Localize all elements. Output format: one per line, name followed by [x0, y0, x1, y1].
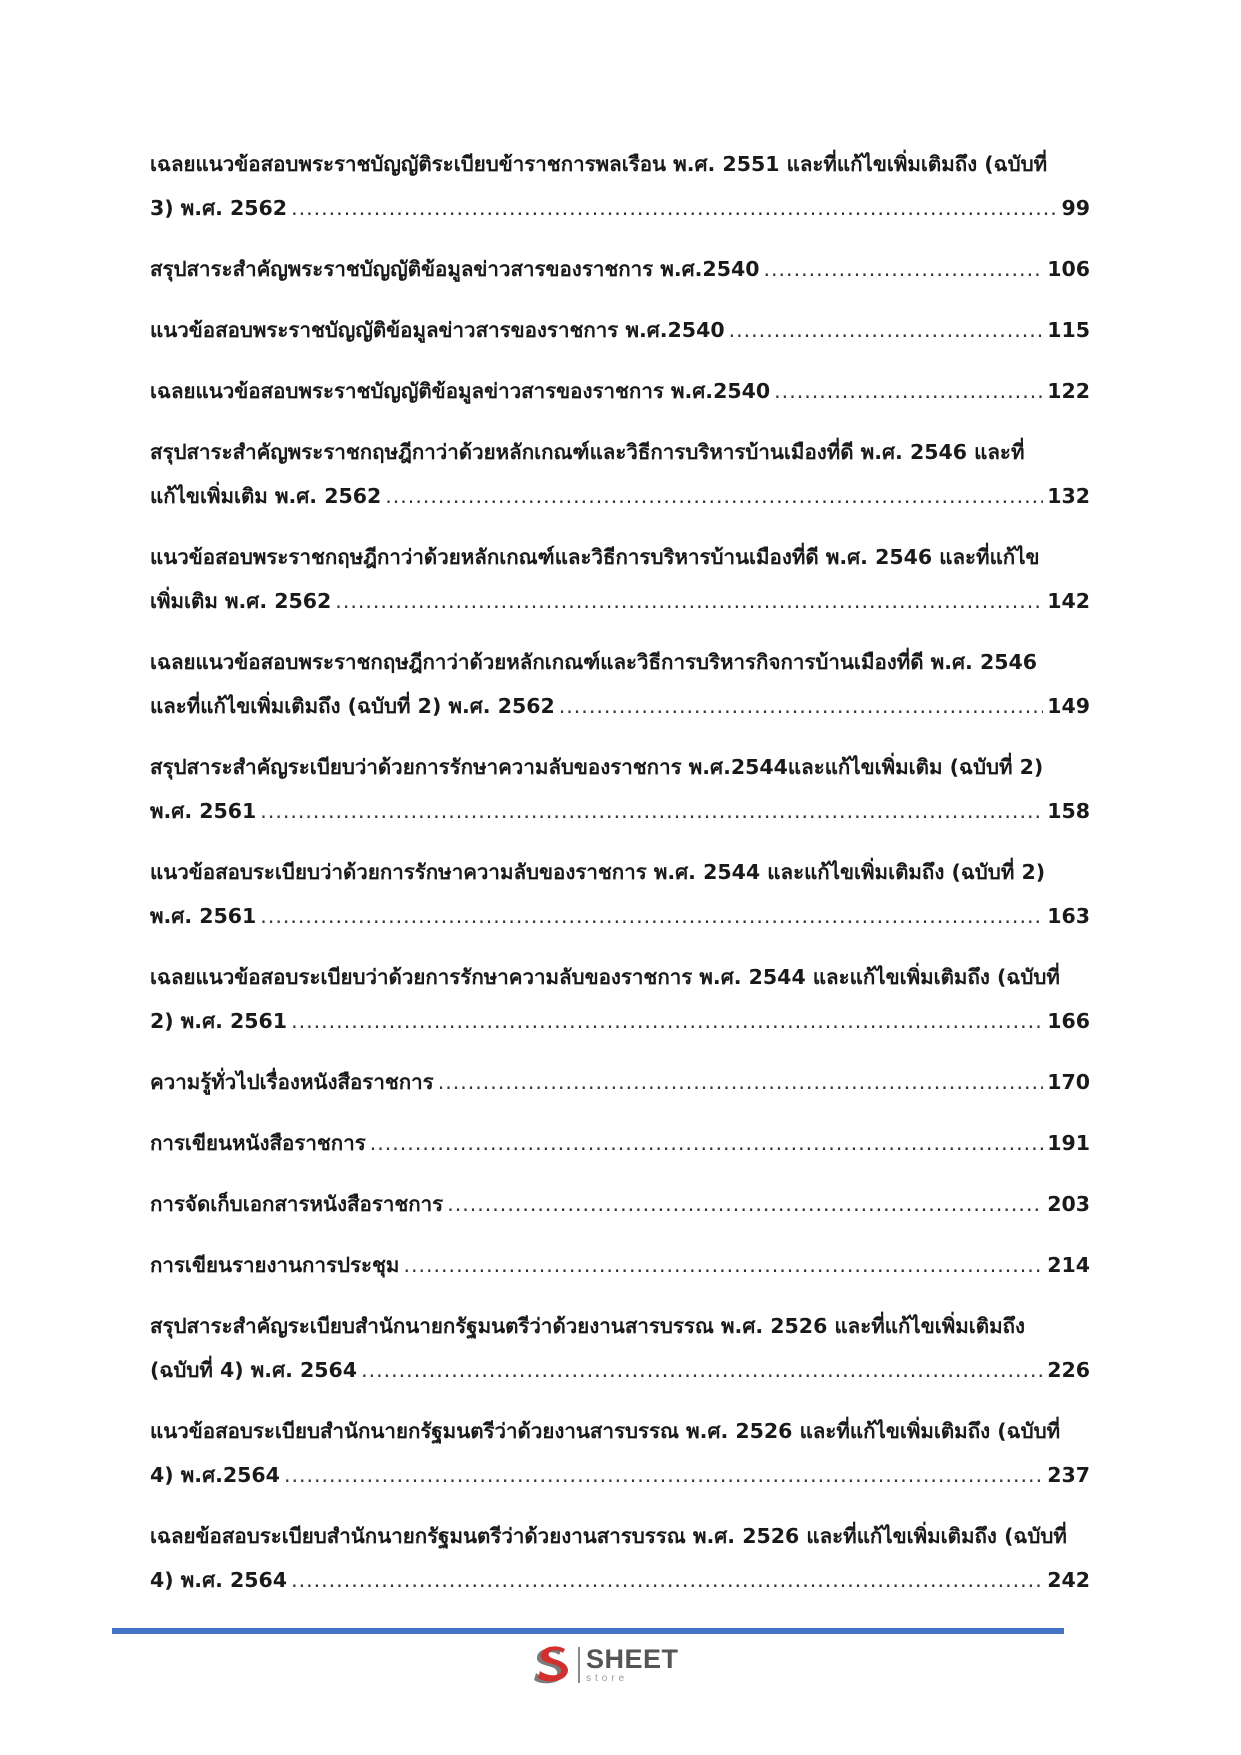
- toc-entry[interactable]: [150, 535, 1090, 623]
- brand-sub: store: [586, 1673, 629, 1684]
- toc-entry-title-line1: สรุปสาระสำคัญระเบียบสำนักนายกรัฐมนตรีว่าด้วยงานสารบรรณ พ.ศ. 2526 และที่แก้ไขเพิ่มเติมถึง: [150, 1314, 1026, 1338]
- toc-entry[interactable]: [150, 1304, 1090, 1392]
- toc-entry[interactable]: [150, 1121, 1090, 1165]
- toc-entry-title: การเขียนหนังสือราชการ: [150, 1131, 366, 1155]
- toc-entry-title: เพิ่มเติม พ.ศ. 2562: [150, 589, 332, 613]
- toc-entry-title: พ.ศ. 2561: [150, 799, 257, 823]
- toc-page-number: 132: [1047, 484, 1090, 508]
- toc-entry-title: และที่แก้ไขเพิ่มเติมถึง (ฉบับที่ 2) พ.ศ. 2562: [150, 694, 555, 718]
- toc-entry-title-line1: แนวข้อสอบพระราชกฤษฎีกาว่าด้วยหลักเกณฑ์และวิธีการบริหารบ้านเมืองที่ดี พ.ศ. 2546 และที่แก้ไข: [150, 545, 1040, 569]
- toc-page-number: 99: [1061, 196, 1090, 220]
- toc-page-number: 115: [1047, 318, 1090, 342]
- dot-leader: [260, 894, 1043, 938]
- toc-entry[interactable]: [150, 1243, 1090, 1287]
- dot-leader: [284, 1453, 1043, 1497]
- dot-leader: [447, 1182, 1043, 1226]
- toc-entry-title-line1: เฉลยแนวข้อสอบพระราชบัญญัติระเบียบข้าราชการพลเรือน พ.ศ. 2551 และที่แก้ไขเพิ่มเติมถึง (ฉบับที่: [150, 152, 1048, 176]
- toc-entry-title: ความรู้ทั่วไปเรื่องหนังสือราชการ: [150, 1070, 434, 1094]
- toc-entry-title-line1: เฉลยแนวข้อสอบระเบียบว่าด้วยการรักษาความลับของราชการ พ.ศ. 2544 และแก้ไขเพิ่มเติมถึง (ฉบับที่: [150, 965, 1060, 989]
- table-of-contents: [150, 142, 1090, 1619]
- toc-entry-title: แนวข้อสอบพระราชบัญญัติข้อมูลข่าวสารของราชการ พ.ศ.2540: [150, 318, 725, 342]
- toc-entry[interactable]: [150, 955, 1090, 1043]
- toc-entry[interactable]: [150, 142, 1090, 230]
- toc-page-number: 142: [1047, 589, 1090, 613]
- dot-leader: [370, 1121, 1043, 1165]
- toc-entry-title-line1: สรุปสาระสำคัญพระราชกฤษฎีกาว่าด้วยหลักเกณฑ์และวิธีการบริหารบ้านเมืองที่ดี พ.ศ. 2546 และที่: [150, 440, 1025, 464]
- toc-entry[interactable]: [150, 369, 1090, 413]
- dot-leader: [291, 999, 1043, 1043]
- toc-entry-title: สรุปสาระสำคัญพระราชบัญญัติข้อมูลข่าวสารของราชการ พ.ศ.2540: [150, 257, 760, 281]
- toc-page-number: 170: [1047, 1070, 1090, 1094]
- toc-entry-title-line1: สรุปสาระสำคัญระเบียบว่าด้วยการรักษาความลับของราชการ พ.ศ.2544และแก้ไขเพิ่มเติม (ฉบับที่ 2): [150, 755, 1044, 779]
- toc-entry-title-line1: แนวข้อสอบระเบียบสำนักนายกรัฐมนตรีว่าด้วยงานสารบรรณ พ.ศ. 2526 และที่แก้ไขเพิ่มเติมถึง (ฉบับที่: [150, 1419, 1061, 1443]
- toc-entry-title: 4) พ.ศ. 2564: [150, 1568, 288, 1592]
- toc-entry-title: แก้ไขเพิ่มเติม พ.ศ. 2562: [150, 484, 382, 508]
- toc-entry[interactable]: [150, 430, 1090, 518]
- dot-leader: [403, 1243, 1043, 1287]
- toc-page-number: 166: [1047, 1009, 1090, 1033]
- toc-entry[interactable]: [150, 1409, 1090, 1497]
- toc-page-number: 237: [1047, 1463, 1090, 1487]
- dot-leader: [729, 308, 1044, 352]
- toc-page-number: 242: [1047, 1568, 1090, 1592]
- toc-page-number: 149: [1047, 694, 1090, 718]
- dot-leader: [291, 186, 1057, 230]
- toc-entry-title: 4) พ.ศ.2564: [150, 1463, 280, 1487]
- toc-entry-title: การจัดเก็บเอกสารหนังสือราชการ: [150, 1192, 444, 1216]
- dot-leader: [260, 789, 1043, 833]
- toc-entry-title: เฉลยแนวข้อสอบพระราชบัญญัติข้อมูลข่าวสารของราชการ พ.ศ.2540: [150, 379, 771, 403]
- sheet-store-logo: [528, 1643, 679, 1687]
- toc-entry-title-line1: เฉลยข้อสอบระเบียบสำนักนายกรัฐมนตรีว่าด้วยงานสารบรรณ พ.ศ. 2526 และที่แก้ไขเพิ่มเติมถึง (ฉบับที่: [150, 1524, 1067, 1548]
- toc-entry[interactable]: [150, 308, 1090, 352]
- toc-page-number: 158: [1047, 799, 1090, 823]
- toc-entry[interactable]: [150, 1182, 1090, 1226]
- dot-leader: [774, 369, 1043, 413]
- toc-entry[interactable]: [150, 1060, 1090, 1104]
- toc-page-number: 122: [1047, 379, 1090, 403]
- toc-entry[interactable]: [150, 247, 1090, 291]
- toc-entry-title: การเขียนรายงานการประชุม: [150, 1253, 400, 1277]
- dot-leader: [361, 1348, 1043, 1392]
- toc-entry-title: (ฉบับที่ 4) พ.ศ. 2564: [150, 1358, 358, 1382]
- toc-entry-title: 2) พ.ศ. 2561: [150, 1009, 288, 1033]
- sheet-store-s-icon: [528, 1643, 572, 1687]
- toc-page-number: 214: [1047, 1253, 1090, 1277]
- footer-divider: [112, 1628, 1064, 1634]
- toc-entry[interactable]: [150, 745, 1090, 833]
- toc-page-number: 203: [1047, 1192, 1090, 1216]
- toc-entry-title-line1: แนวข้อสอบระเบียบว่าด้วยการรักษาความลับของราชการ พ.ศ. 2544 และแก้ไขเพิ่มเติมถึง (ฉบับที่ 2): [150, 860, 1046, 884]
- dot-leader: [291, 1558, 1043, 1602]
- toc-page-number: 191: [1047, 1131, 1090, 1155]
- dot-leader: [559, 684, 1043, 728]
- brand-name: SHEET: [586, 1644, 679, 1674]
- toc-entry[interactable]: [150, 1514, 1090, 1602]
- toc-page-number: 163: [1047, 904, 1090, 928]
- dot-leader: [438, 1060, 1044, 1104]
- toc-entry-title-line1: เฉลยแนวข้อสอบพระราชกฤษฎีกาว่าด้วยหลักเกณฑ์และวิธีการบริหารกิจการบ้านเมืองที่ดี พ.ศ. 2546: [150, 650, 1038, 674]
- toc-entry-title: พ.ศ. 2561: [150, 904, 257, 928]
- dot-leader: [335, 579, 1043, 623]
- toc-entry[interactable]: [150, 640, 1090, 728]
- toc-page-number: 226: [1047, 1358, 1090, 1382]
- logo-separator: [578, 1647, 580, 1683]
- toc-page-number: 106: [1047, 257, 1090, 281]
- toc-entry[interactable]: [150, 850, 1090, 938]
- dot-leader: [385, 474, 1043, 518]
- dot-leader: [764, 247, 1044, 291]
- toc-entry-title: 3) พ.ศ. 2562: [150, 196, 288, 220]
